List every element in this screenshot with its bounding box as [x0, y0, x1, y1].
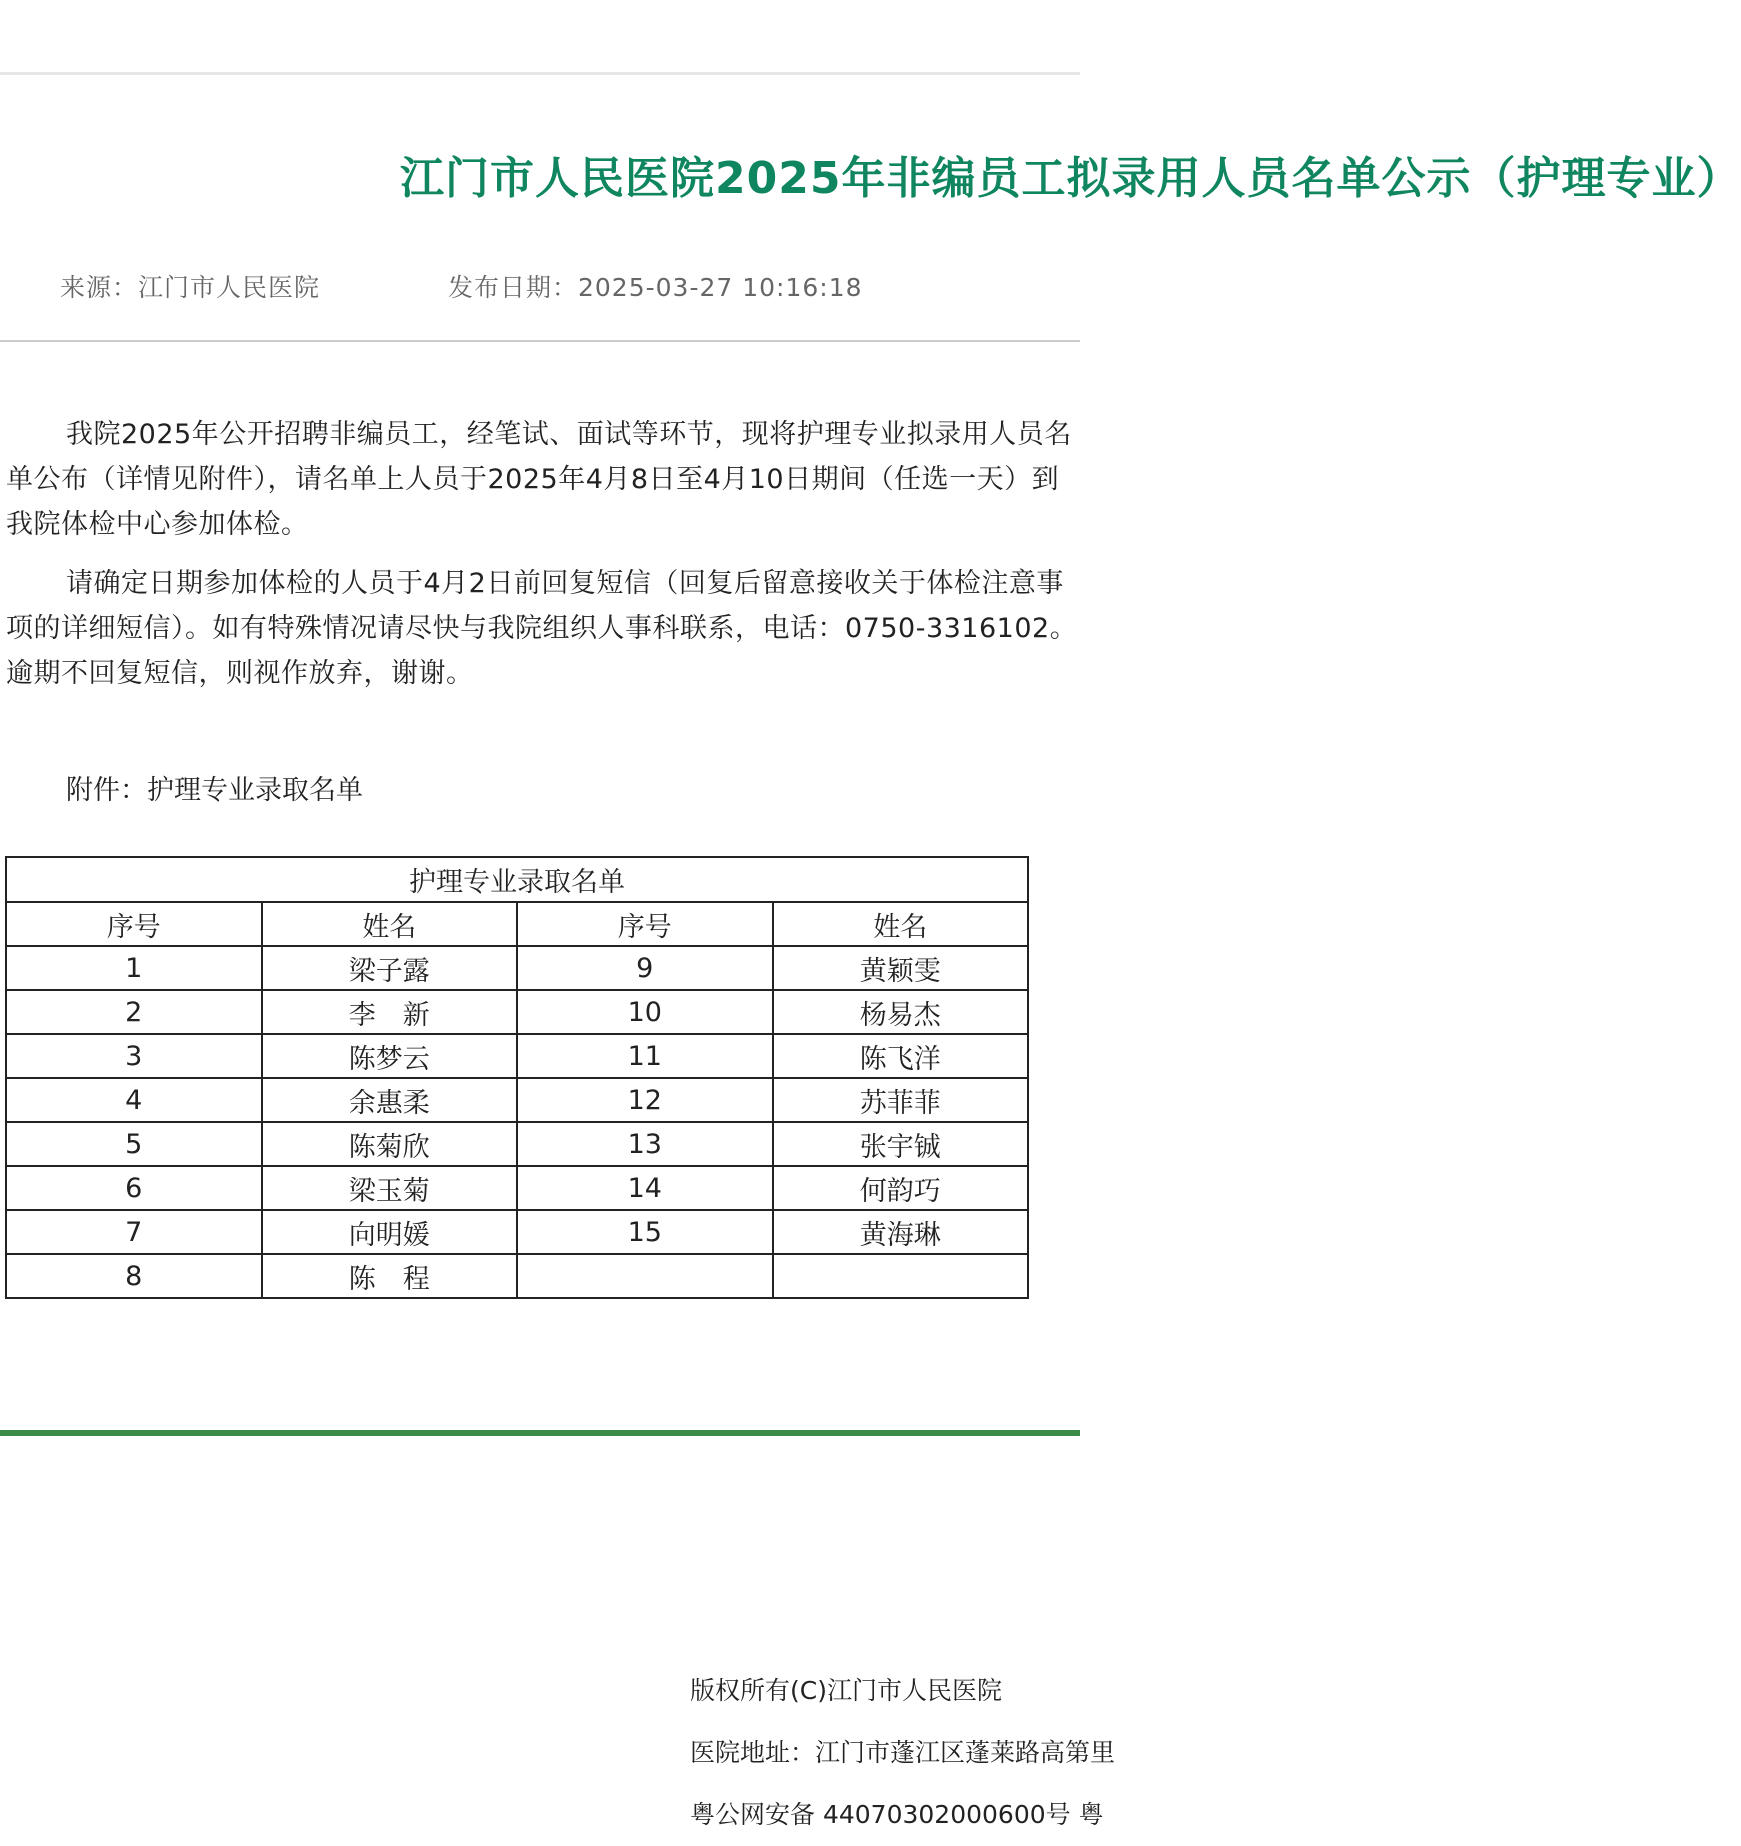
table-row: [6, 1034, 1028, 1078]
table-cell: 黄颖雯: [773, 946, 1029, 990]
table-cell: 1: [6, 946, 262, 990]
table-caption-row: [6, 857, 1028, 902]
copyright-text: 版权所有(C)江门市人民医院: [690, 1676, 1002, 1705]
table-cell: 2: [6, 990, 262, 1034]
attachment-label: 附件：护理专业录取名单: [66, 775, 363, 806]
table-cell: 14: [517, 1166, 773, 1210]
table-cell: 梁子露: [262, 946, 518, 990]
paragraph: 请确定日期参加体检的人员于4月2日前回复短信（回复后留意接收关于体检注意事项的详细短信）。如有特殊情况请尽快与我院组织人事科联系，电话：0750-3316102。逾期不回复短信，则视作放弃，谢谢。: [6, 568, 1078, 689]
table-cell: 张宇铖: [773, 1122, 1029, 1166]
table-cell: 黄海琳: [773, 1210, 1029, 1254]
table-header-row: [6, 902, 1028, 946]
article-body: [6, 412, 1080, 710]
table-cell: 杨易杰: [773, 990, 1029, 1034]
record-number: 粤公网安备 44070302000600号 粤: [690, 1800, 1104, 1829]
table-cell: 7: [6, 1210, 262, 1254]
table-cell: [773, 1254, 1029, 1298]
table-cell: 何韵巧: [773, 1166, 1029, 1210]
table-cell: 8: [6, 1254, 262, 1298]
footer-divider: [0, 1430, 1080, 1436]
table-cell: 12: [517, 1078, 773, 1122]
table-cell: 陈 程: [262, 1254, 518, 1298]
table-row: [6, 1078, 1028, 1122]
table-cell: 李 新: [262, 990, 518, 1034]
table-cell: 陈梦云: [262, 1034, 518, 1078]
table-row: [6, 1166, 1028, 1210]
table-cell: 3: [6, 1034, 262, 1078]
column-header: 序号: [6, 902, 262, 946]
table-cell: 6: [6, 1166, 262, 1210]
table-cell: 9: [517, 946, 773, 990]
table-cell: 陈菊欣: [262, 1122, 518, 1166]
table-cell: 向明媛: [262, 1210, 518, 1254]
hospital-address: 医院地址：江门市蓬江区蓬莱路高第里: [690, 1738, 1116, 1767]
article-source: 来源：江门市人民医院: [60, 273, 321, 302]
table-cell: 4: [6, 1078, 262, 1122]
admission-list-table: [5, 856, 1029, 1299]
table-cell: 5: [6, 1122, 262, 1166]
table-cell: 11: [517, 1034, 773, 1078]
table-cell: 10: [517, 990, 773, 1034]
table-row: [6, 1210, 1028, 1254]
publish-date: 发布日期：2025-03-27 10:16:18: [448, 273, 863, 302]
site-footer: [690, 1660, 1116, 1829]
column-header: 姓名: [262, 902, 518, 946]
table-cell: 苏菲菲: [773, 1078, 1029, 1122]
table-row: [6, 990, 1028, 1034]
table-cell: 陈飞洋: [773, 1034, 1029, 1078]
table-cell: [517, 1254, 773, 1298]
table-cell: 梁玉菊: [262, 1166, 518, 1210]
header-divider: [0, 72, 1080, 75]
paragraph: 我院2025年公开招聘非编员工，经笔试、面试等环节，现将护理专业拟录用人员名单公布（详情见附件），请名单上人员于2025年4月8日至4月10日期间（任选一天）到我院体检中心参加体检。: [6, 419, 1072, 540]
meta-divider: [0, 340, 1080, 342]
table-cell: 15: [517, 1210, 773, 1254]
table-caption: 护理专业录取名单: [6, 857, 1028, 902]
column-header: 姓名: [773, 902, 1029, 946]
table-row: [6, 1122, 1028, 1166]
table-cell: 余惠柔: [262, 1078, 518, 1122]
table-cell: 13: [517, 1122, 773, 1166]
column-header: 序号: [517, 902, 773, 946]
article-title: 江门市人民医院2025年非编员工拟录用人员名单公示（护理专业）: [400, 153, 1741, 204]
table-row: [6, 946, 1028, 990]
table-row: [6, 1254, 1028, 1298]
